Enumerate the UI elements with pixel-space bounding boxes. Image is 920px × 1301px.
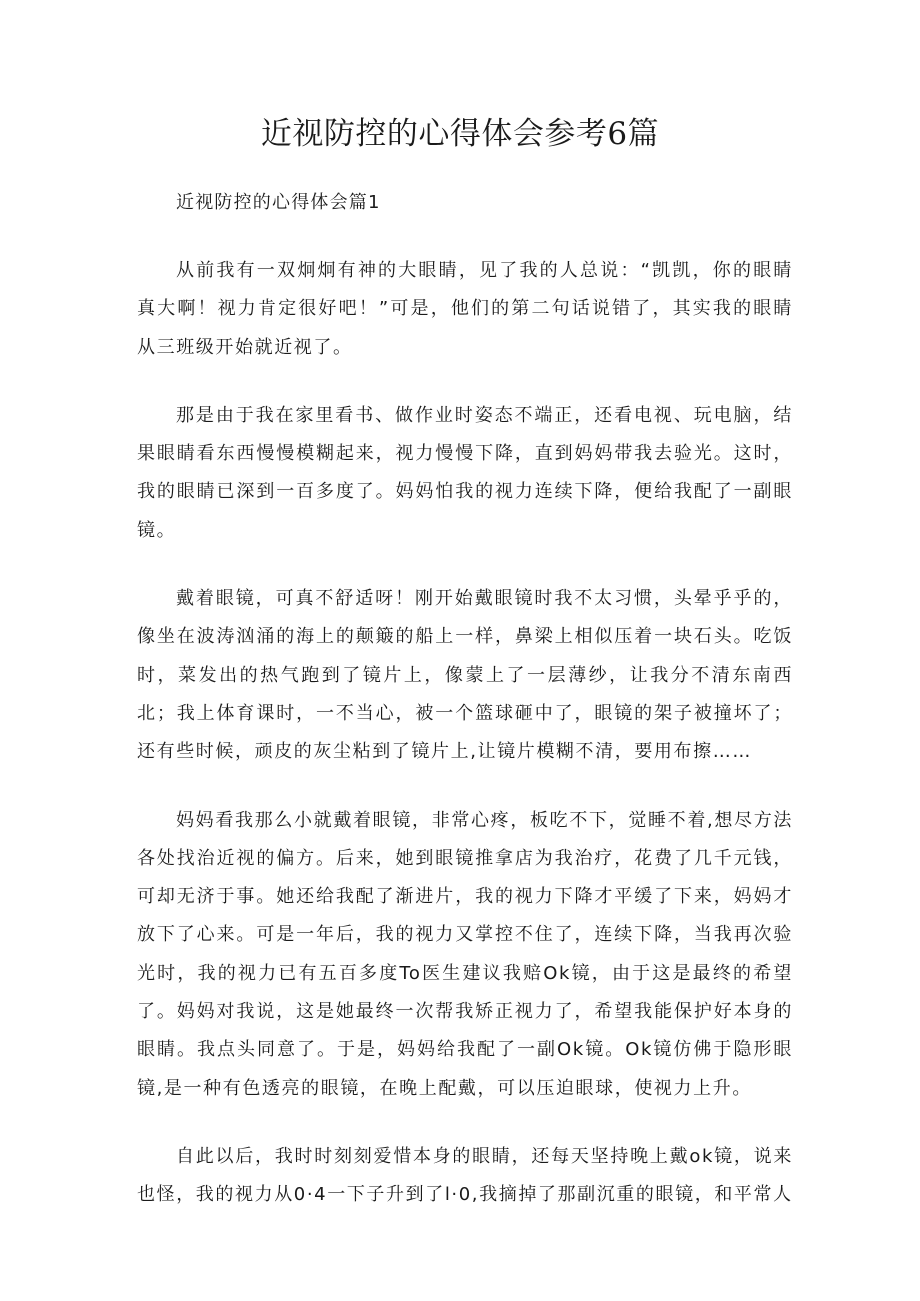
document-body: [137, 188, 793, 1245]
paragraph: 从前我有一双炯炯有神的大眼睛，见了我的人总说：“凯凯，你的眼睛真大啊！视力肯定很好吧！”可是，他们的第二句话说错了，其实我的眼睛从三班级开始就近视了。: [137, 260, 793, 358]
document-title: 近视防控的心得体会参考6篇: [260, 116, 660, 152]
paragraph: 戴着眼镜，可真不舒适呀！刚开始戴眼镜时我不太习惯，头晕乎乎的，像坐在波涛汹涌的海上的颠簸的船上一样，鼻梁上相似压着一块石头。吃饭时，菜发出的热气跑到了镜片上，像蒙上了一层薄纱，让我分不清东南西北；我上体育课时，一不当心，被一个篮球砸中了，眼镜的架子被撞坏了；还有些时候，顽皮的灰尘粘到了镜片上,让镜片模糊不清，要用布擦……: [137, 588, 793, 763]
paragraph: 自此以后，我时时刻刻爱惜本身的眼睛，还每天坚持晚上戴ok镜，说来也怪，我的视力从0·4一下子升到了l·0,我摘掉了那副沉重的眼镜，和平常人: [137, 1145, 793, 1206]
paragraph: 那是由于我在家里看书、做作业时姿态不端正，还看电视、玩电脑，结果眼睛看东西慢慢模糊起来，视力慢慢下降，直到妈妈带我去验光。这时，我的眼睛已深到一百多度了。妈妈怕我的视力连续下降，便给我配了一副眼镜。: [137, 404, 793, 541]
section-heading: 近视防控的心得体会篇1: [176, 192, 381, 213]
paragraph: 妈妈看我那么小就戴着眼镜，非常心疼，板吃不下，觉睡不着,想尽方法各处找治近视的偏方。后来，她到眼镜推拿店为我治疗，花费了几千元钱，可却无济于事。她还给我配了渐进片，我的视力下降才平缓了下来，妈妈才放下了心来。可是一年后，我的视力又掌控不住了，连续下降，当我再次验光时，我的视力已有五百多度To医生建议我赔Ok镜，由于这是最终的希望了。妈妈对我说，这是她最终一次帮我矫正视力了，希望我能保护好本身的眼睛。我点头同意了。于是，妈妈给我配了一副Ok镜。Ok镜仿佛于隐形眼镜,是一种有色透亮的眼镜，在晚上配戴，可以压迫眼球，使视力上升。: [137, 809, 793, 1099]
